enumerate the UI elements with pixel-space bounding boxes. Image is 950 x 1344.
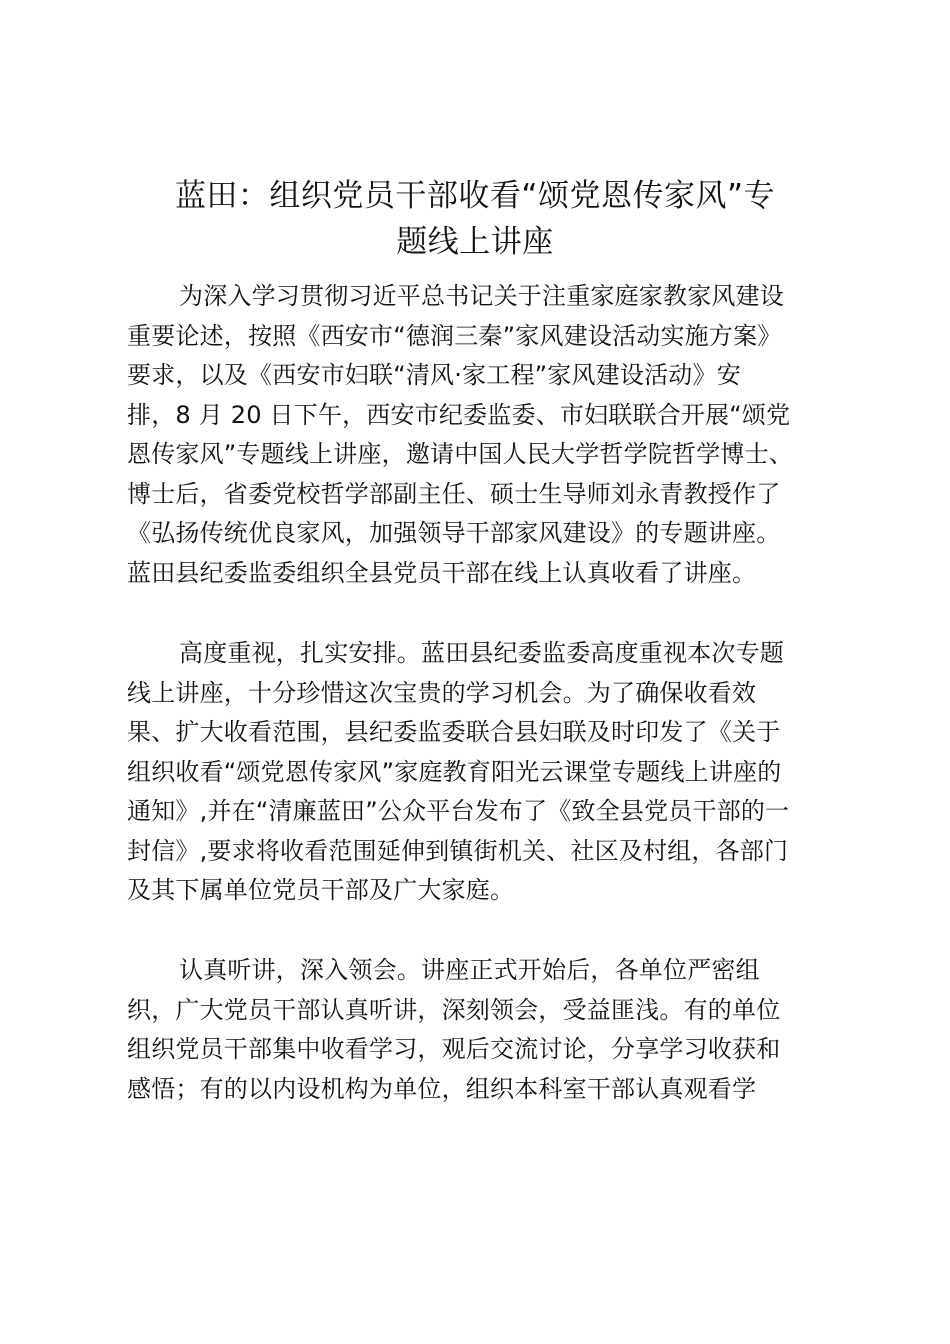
paragraph-line: 组织收看“颂党恩传家风”家庭教育阳光云课堂专题线上讲座的 xyxy=(127,757,782,786)
paragraph-line: 封信》,要求将收看范围延伸到镇街机关、社区及村组，各部门 xyxy=(127,836,789,865)
body-paragraph-listening xyxy=(127,951,827,1109)
paragraph-line: 及其下属单位党员干部及广大家庭。 xyxy=(127,876,515,904)
paragraph-line: 要求，以及《西安市妇联“清风·家工程”家风建设活动》安 xyxy=(127,361,741,389)
paragraph-line: 恩传家风”专题线上讲座，邀请中国人民大学哲学院哲学博士、 xyxy=(127,440,794,468)
paragraph-line: 蓝田县纪委监委组织全县党员干部在线上认真收看了讲座。 xyxy=(127,558,757,587)
body-paragraph-intro xyxy=(127,277,827,593)
paragraph-line: 通知》,并在“清廉蓝田”公众平台发布了《致全县党员干部的一 xyxy=(127,797,790,825)
paragraph-line: 为深入学习贯彻习近平总书记关于注重家庭家教家风建设 xyxy=(179,282,784,310)
title-line: 蓝田：组织党员干部收看“颂党恩传家风”专 xyxy=(174,178,776,214)
paragraph-line: 博士后，省委党校哲学部副主任、硕士生导师刘永青教授作了 xyxy=(127,479,781,508)
paragraph-line: 组织党员干部集中收看学习，观后交流讨论，分享学习收获和 xyxy=(127,1035,781,1063)
paragraph-line: 重要论述，按照《西安市“德润三秦”家风建设活动实施方案》 xyxy=(127,321,782,350)
paragraph-line: 高度重视，扎实安排。蓝田县纪委监委高度重视本次专题 xyxy=(179,639,784,667)
document-title xyxy=(110,173,840,265)
paragraph-line: 织，广大党员干部认真听讲，深刻领会，受益匪浅。有的单位 xyxy=(127,995,781,1024)
paragraph-line: 《弘扬传统优良家风，加强领导干部家风建设》的专题讲座。 xyxy=(127,519,781,547)
title-line: 题线上讲座 xyxy=(396,224,554,260)
paragraph-line: 果、扩大收看范围，县纪委监委联合县妇联及时印发了《关于 xyxy=(127,718,781,746)
paragraph-line: 感悟；有的以内设机构为单位，组织本科室干部认真观看学 xyxy=(127,1074,757,1103)
paragraph-line: 线上讲座，十分珍惜这次宝贵的学习机会。为了确保收看效 xyxy=(127,678,757,707)
paragraph-line: 排，8 月 20 日下午，西安市纪委监委、市妇联联合开展“颂党 xyxy=(127,400,791,429)
paragraph-line: 认真听讲，深入领会。讲座正式开始后，各单位严密组 xyxy=(179,956,760,984)
body-paragraph-arrangement xyxy=(127,634,827,911)
